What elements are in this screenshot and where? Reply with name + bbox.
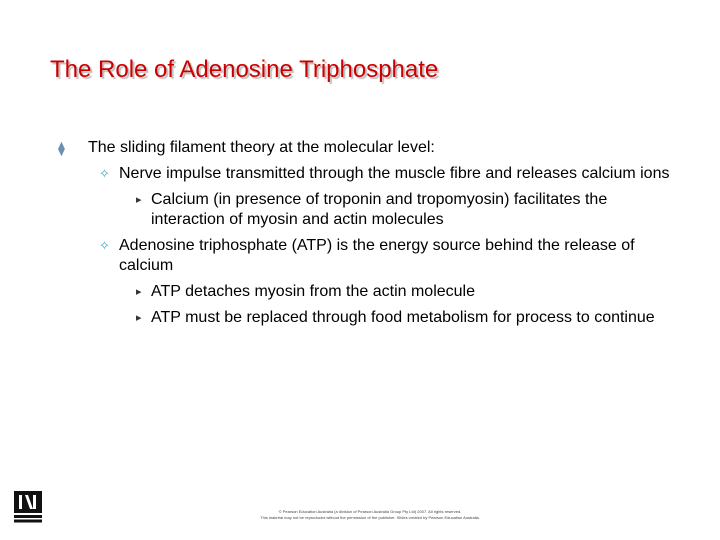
bullet-text: Adenosine triphosphate (ATP) is the energy source behind the release of calcium — [119, 237, 635, 274]
bullet-item — [58, 236, 678, 276]
star-bullet-icon: ✧ — [99, 166, 110, 181]
publisher-logo — [14, 491, 42, 523]
bullet-text: ATP detaches myosin from the actin molecule — [151, 283, 475, 300]
bullet-text: The sliding filament theory at the molecular level: — [88, 139, 435, 156]
logo-icon — [14, 491, 42, 523]
bullet-item — [58, 164, 678, 184]
bullet-item — [58, 138, 678, 158]
bullet-text: Calcium (in presence of troponin and tropomyosin) facilitates the interaction of myosin and actin molecules — [151, 191, 608, 228]
arrow-bullet-icon: ▸ — [136, 194, 142, 206]
star-bullet-icon: ✧ — [99, 238, 110, 253]
bullet-text: Nerve impulse transmitted through the muscle fibre and releases calcium ions — [119, 165, 670, 182]
arrow-bullet-icon: ▸ — [136, 286, 142, 298]
slide-title: The Role of Adenosine Triphosphate — [50, 56, 439, 83]
copyright-line: This material may not be reproduced without the permission of the publisher. Slides created by Pearson Education Australia. — [260, 515, 480, 520]
bullet-item — [58, 308, 678, 328]
bullet-item — [58, 282, 678, 302]
bullet-item — [58, 190, 678, 230]
slide-content — [58, 138, 678, 334]
bullet-text: ATP must be replaced through food metabolism for process to continue — [151, 309, 655, 326]
diamond-bullet-icon: ⧫ — [58, 140, 65, 156]
arrow-bullet-icon: ▸ — [136, 312, 142, 324]
copyright-line: © Pearson Education Australia (a division of Pearson Australia Group Pty Ltd) 2007. All rights reserved. — [278, 509, 462, 514]
copyright-footer — [160, 509, 580, 521]
